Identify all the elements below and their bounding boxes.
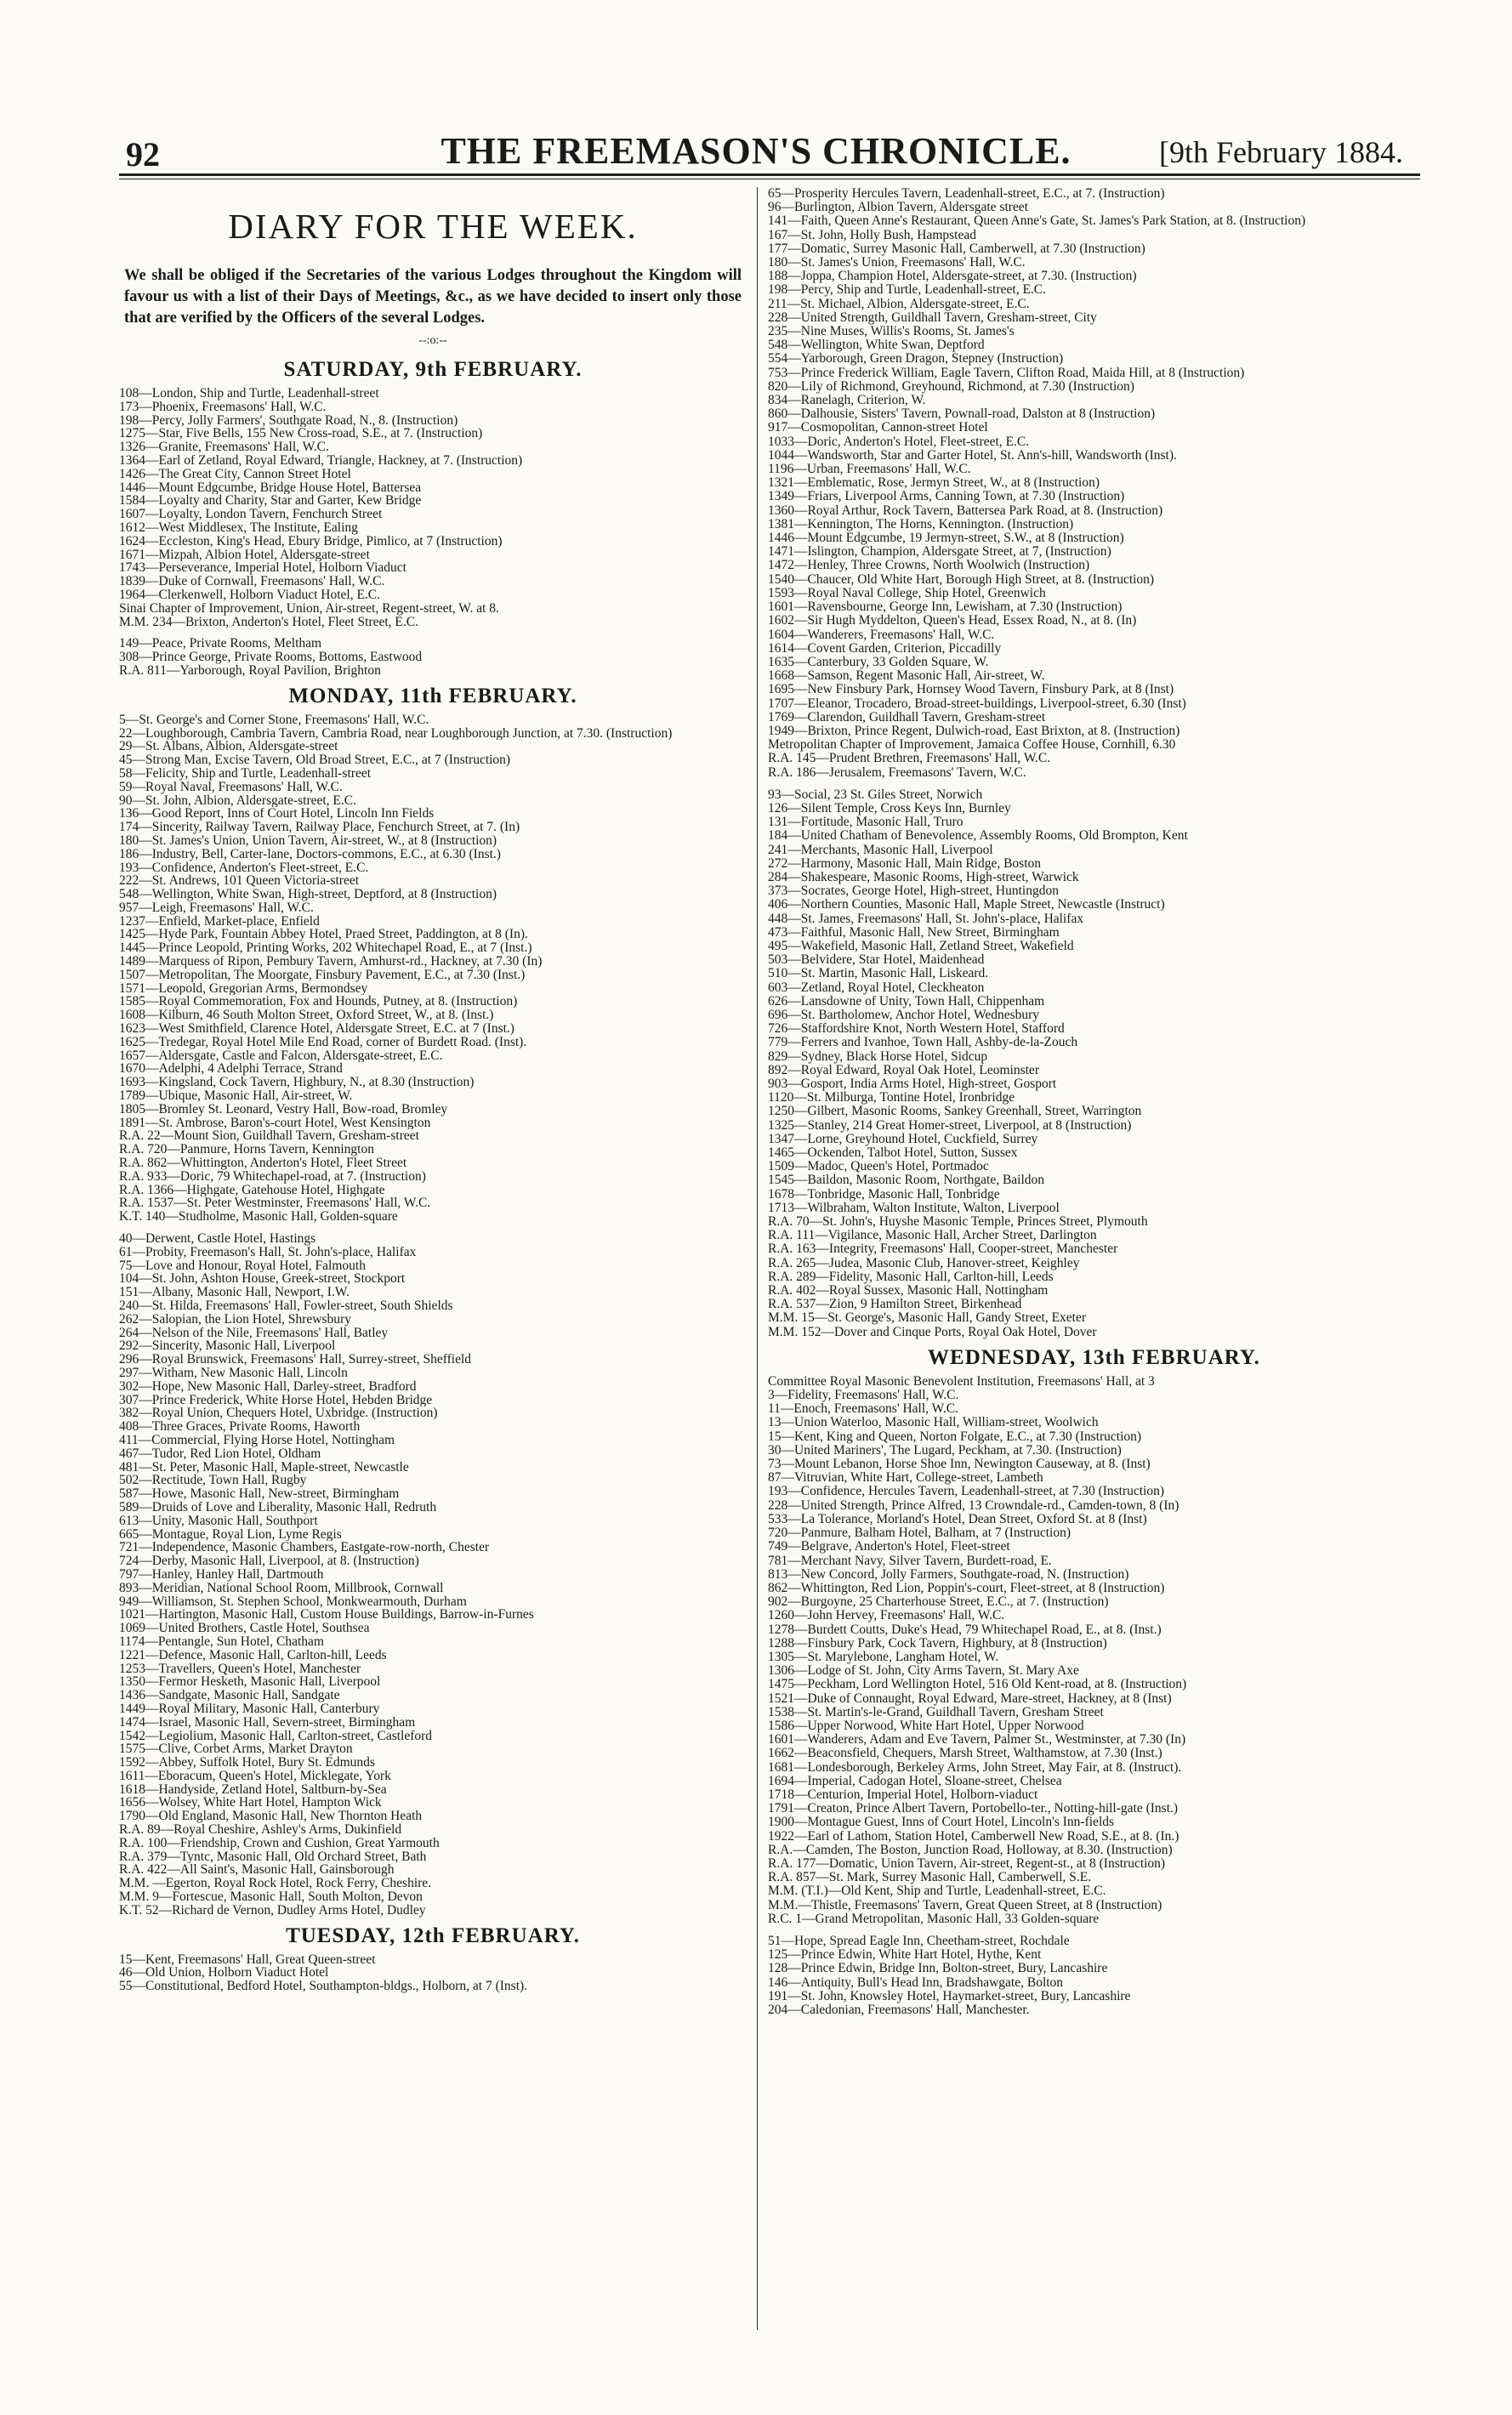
tuesday-continued-entries bbox=[768, 187, 1420, 1339]
lodge-entry: 297—Witham, New Masonic Hall, Lincoln bbox=[119, 1366, 348, 1380]
lodge-entry: 1475—Peckham, Lord Wellington Hotel, 516 Old Kent-road, at 8. (Instruction) bbox=[768, 1678, 1187, 1692]
lodge-entry: 55—Constitutional, Bedford Hotel, Southampton-bldgs., Holborn, at 7 (Inst). bbox=[119, 1980, 528, 1994]
lodge-entry: R.A. 100—Friendship, Crown and Cushion, Great Yarmouth bbox=[119, 1836, 440, 1850]
lodge-entry: R.A. 289—Fidelity, Masonic Hall, Carlton-hill, Leeds bbox=[768, 1270, 1054, 1284]
lodge-entry: 1671—Mizpah, Albion Hotel, Aldersgate-street bbox=[119, 548, 370, 562]
lodge-entry: 724—Derby, Masonic Hall, Liverpool, at 8. (Instruction) bbox=[119, 1554, 419, 1568]
lodge-entry: 1275—Star, Five Bells, 155 New Cross-road, S.E., at 7. (Instruction) bbox=[119, 427, 483, 441]
lodge-entry: 90—St. John, Albion, Aldersgate-street, E.C. bbox=[119, 793, 356, 808]
lodge-entry: 1306—Lodge of St. John, City Arms Tavern, St. Mary Axe bbox=[768, 1664, 1079, 1679]
lodge-entry: 665—Montague, Royal Lion, Lyme Regis bbox=[119, 1527, 342, 1542]
lodge-entry: 222—St. Andrews, 101 Queen Victoria-street bbox=[119, 874, 360, 889]
lodge-entry: R.A. 862—Whittington, Anderton's Hotel, Fleet Street bbox=[119, 1156, 407, 1170]
lodge-entry: 1521—Duke of Connaught, Royal Edward, Mare-street, Hackney, at 8 (Inst) bbox=[768, 1691, 1172, 1706]
lodge-entry: 1949—Brixton, Prince Regent, Dulwich-road, East Brixton, at 8. (Instruction) bbox=[768, 724, 1180, 738]
lodge-entry: 51—Hope, Spread Eagle Inn, Cheetham-street, Rochdale bbox=[768, 1934, 1070, 1948]
lodge-entry: 1425—Hyde Park, Fountain Abbey Hotel, Praed Street, Paddington, at 8 (In). bbox=[119, 928, 528, 942]
lodge-entry: 1545—Baildon, Masonic Room, Northgate, Baildon bbox=[768, 1173, 1045, 1188]
lodge-entry: 510—St. Martin, Masonic Hall, Liskeard. bbox=[768, 967, 989, 981]
lodge-entry: 146—Antiquity, Bull's Head Inn, Bradshawgate, Bolton bbox=[768, 1975, 1064, 1990]
lodge-entry: 548—Wellington, White Swan, Deptford bbox=[768, 338, 985, 353]
lodge-entry: 1571—Leopold, Gregorian Arms, Bermondsey bbox=[119, 981, 368, 996]
lodge-entry: 1678—Tonbridge, Masonic Hall, Tonbridge bbox=[768, 1187, 1000, 1202]
ornament-divider: --:o:-- bbox=[418, 334, 447, 347]
lodge-entry: 696—St. Bartholomew, Anchor Hotel, Wednesbury bbox=[768, 1008, 1040, 1022]
lodge-entry: 829—Sydney, Black Horse Hotel, Sidcup bbox=[768, 1049, 988, 1064]
lodge-entry: 1445—Prince Leopold, Printing Works, 202 Whitechapel Road, E., at 7 (Inst.) bbox=[119, 941, 532, 956]
publication-title: THE FREEMASON'S CHRONICLE. bbox=[441, 130, 1071, 172]
lodge-entry: 1602—Sir Hugh Myddelton, Queen's Head, Essex Road, N., at 8. (In) bbox=[768, 614, 1137, 628]
lodge-entry: 1601—Ravensbourne, George Inn, Lewisham, at 7.30 (Instruction) bbox=[768, 600, 1123, 615]
lodge-entry: 1381—Kennington, The Horns, Kennington. (Instruction) bbox=[768, 517, 1074, 531]
lodge-entry: 1474—Israel, Masonic Hall, Severn-street, Birmingham bbox=[119, 1715, 416, 1730]
lodge-entry: 382—Royal Union, Chequers Hotel, Uxbridge. (Instruction) bbox=[119, 1406, 438, 1421]
lodge-entry: 1575—Clive, Corbet Arms, Market Drayton bbox=[119, 1742, 353, 1757]
lodge-entry: 1608—Kilburn, 46 South Molton Street, Oxford Street, W., at 8. (Inst.) bbox=[119, 1009, 494, 1023]
lodge-entry: 495—Wakefield, Masonic Hall, Zetland Street, Wakefield bbox=[768, 939, 1074, 953]
lodge-entry: R.A. 70—St. John's, Huyshe Masonic Temple, Princes Street, Plymouth bbox=[768, 1215, 1148, 1230]
page-header bbox=[0, 0, 1512, 174]
lodge-entry: 1069—United Brothers, Castle Hotel, Southsea bbox=[119, 1622, 370, 1635]
lodge-entry: M.M. (T.I.)—Old Kent, Ship and Turtle, Leadenhall-street, E.C. bbox=[768, 1884, 1106, 1899]
day-heading-monday: MONDAY, 11th FEBRUARY. bbox=[288, 684, 577, 707]
lodge-entry: 957—Leigh, Freemasons' Hall, W.C. bbox=[119, 901, 314, 915]
day-heading-wednesday: WEDNESDAY, 13th FEBRUARY. bbox=[928, 1345, 1260, 1369]
lodge-entry: 1593—Royal Naval College, Ship Hotel, Greenwich bbox=[768, 586, 1046, 600]
lodge-entry: 603—Zetland, Royal Hotel, Cleckheaton bbox=[768, 980, 985, 995]
lodge-entry: 1278—Burdett Coutts, Duke's Head, 79 Whitechapel Road, E., at 8. (Inst.) bbox=[768, 1622, 1162, 1637]
lodge-entry: 104—St. John, Ashton House, Greek-street, Stockport bbox=[119, 1272, 406, 1287]
lodge-entry: 1288—Finsbury Park, Cock Tavern, Highbury, at 8 (Instruction) bbox=[768, 1636, 1107, 1651]
lodge-entry: 128—Prince Edwin, Bridge Inn, Bolton-street, Bury, Lancashire bbox=[768, 1962, 1108, 1976]
lodge-entry: R.A. 265—Judea, Masonic Club, Hanover-street, Keighley bbox=[768, 1256, 1080, 1270]
lodge-entry: 191—St. John, Knowsley Hotel, Haymarket-street, Bury, Lancashire bbox=[768, 1989, 1131, 2003]
lodge-entry: 949—Williamson, St. Stephen School, Monkwearmouth, Durham bbox=[119, 1594, 467, 1609]
lodge-entry: R.A. 811—Yarborough, Royal Pavilion, Brighton bbox=[119, 663, 381, 678]
lodge-entry: M.M. 9—Fortescue, Masonic Hall, South Molton, Devon bbox=[119, 1890, 423, 1904]
lodge-entry: 1891—St. Ambrose, Baron's-court Hotel, West Kensington bbox=[119, 1116, 431, 1130]
lodge-entry: R.A. 177—Domatic, Union Tavern, Air-street, Regent-st., at 8 (Instruction) bbox=[768, 1856, 1166, 1871]
lodge-entry: 720—Panmure, Balham Hotel, Balham, at 7 (Instruction) bbox=[768, 1526, 1071, 1541]
lodge-entry: 1325—Stanley, 214 Great Homer-street, Liverpool, at 8 (Instruction) bbox=[768, 1118, 1132, 1133]
lodge-entry: R.A.—Camden, The Boston, Junction Road, Holloway, at 8.30. (Instruction) bbox=[768, 1843, 1173, 1857]
lodge-entry: 1618—Handyside, Zetland Hotel, Saltburn-by-Sea bbox=[119, 1782, 387, 1797]
lodge-entry: 1542—Legiolium, Masonic Hall, Carlton-street, Castleford bbox=[119, 1729, 433, 1743]
lodge-entry: R.A. 379—Tyntc, Masonic Hall, Old Orchard Street, Bath bbox=[119, 1850, 427, 1864]
lodge-entry: 408—Three Graces, Private Rooms, Haworth bbox=[119, 1420, 361, 1434]
lodge-entry: 862—Whittington, Red Lion, Poppin's-court, Fleet-street, at 8 (Instruction) bbox=[768, 1581, 1165, 1595]
lodge-entry: 198—Percy, Ship and Turtle, Leadenhall-street, E.C. bbox=[768, 283, 1047, 298]
lodge-entry: 136—Good Report, Inns of Court Hotel, Lincoln Inn Fields bbox=[119, 807, 435, 821]
lodge-entry: R.A. 145—Prudent Brethren, Freemasons' Hall, W.C. bbox=[768, 752, 1051, 766]
header-rule bbox=[119, 173, 1420, 176]
lodge-entry: 749—Belgrave, Anderton's Hotel, Fleet-street bbox=[768, 1540, 1010, 1554]
lodge-entry: 1426—The Great City, Cannon Street Hotel bbox=[119, 467, 351, 481]
lodge-entry: 1713—Wilbraham, Walton Institute, Walton, Liverpool bbox=[768, 1201, 1060, 1215]
lodge-entry: 1614—Covent Garden, Criterion, Piccadilly bbox=[768, 641, 1002, 656]
lodge-entry: 1584—Loyalty and Charity, Star and Garter, Kew Bridge bbox=[119, 494, 422, 509]
lodge-entry: 167—St. John, Holly Bush, Hampstead bbox=[768, 228, 976, 242]
lodge-entry: 1718—Centurion, Imperial Hotel, Holborn-viaduct bbox=[768, 1787, 1038, 1802]
lodge-entry: 892—Royal Edward, Royal Oak Hotel, Leominster bbox=[768, 1063, 1039, 1077]
lodge-entry: R.A. 163—Integrity, Freemasons' Hall, Cooper-street, Manchester bbox=[768, 1242, 1118, 1257]
lodge-entry: 1612—West Middlesex, The Institute, Ealing bbox=[119, 520, 358, 535]
lodge-entry: R.A. 422—All Saint's, Masonic Hall, Gainsborough bbox=[119, 1863, 395, 1878]
lodge-entry: 1585—Royal Commemoration, Fox and Hounds, Putney, at 8. (Instruction) bbox=[119, 995, 518, 1009]
lodge-entry: 753—Prince Frederick William, Eagle Tavern, Clifton Road, Maida Hill, at 8 (Instruction) bbox=[768, 366, 1245, 380]
lodge-entry: 1624—Eccleston, King's Head, Ebury Bridge, Pimlico, at 7 (Instruction) bbox=[119, 534, 503, 548]
wednesday-entries bbox=[768, 1375, 1420, 2017]
lodge-entry: 548—Wellington, White Swan, High-street, Deptford, at 8 (Instruction) bbox=[119, 888, 497, 901]
lodge-entry: R.A. 111—Vigilance, Masonic Hall, Archer Street, Darlington bbox=[768, 1229, 1097, 1243]
lodge-entry: 96—Burlington, Albion Tavern, Aldersgate street bbox=[768, 201, 1028, 215]
lodge-entry: 481—St. Peter, Masonic Hall, Maple-street, Newcastle bbox=[119, 1460, 409, 1475]
lodge-entry: 1657—Aldersgate, Castle and Falcon, Aldersgate-street, E.C. bbox=[119, 1048, 443, 1063]
monday-entries bbox=[119, 713, 747, 1918]
lodge-entry: 781—Merchant Navy, Silver Tavern, Burdett-road, E. bbox=[768, 1554, 1052, 1568]
lodge-entry: 1635—Canterbury, 33 Golden Square, W. bbox=[768, 655, 989, 669]
lodge-entry: R.A. 933—Doric, 79 Whitechapel-road, at 7. (Instruction) bbox=[119, 1169, 426, 1184]
lodge-entry: 58—Felicity, Ship and Turtle, Leadenhall-street bbox=[119, 766, 372, 781]
lodge-entry: M.M.—Thistle, Freemasons' Tavern, Great Queen Street, at 8 (Instruction) bbox=[768, 1898, 1162, 1912]
lodge-entry: 180—St. James's Union, Union Tavern, Air-street, W., at 8 (Instruction) bbox=[119, 833, 497, 848]
lodge-entry: 11—Enoch, Freemasons' Hall, W.C. bbox=[768, 1402, 958, 1417]
lodge-entry: 1695—New Finsbury Park, Hornsey Wood Tavern, Finsbury Park, at 8 (Inst) bbox=[768, 683, 1174, 697]
lodge-entry: 860—Dalhousie, Sisters' Tavern, Pownall-road, Dalston at 8 (Instruction) bbox=[768, 407, 1156, 422]
lodge-entry: 1174—Pentangle, Sun Hotel, Chatham bbox=[119, 1634, 324, 1649]
tuesday-entries bbox=[119, 1953, 747, 1993]
lodge-entry: 296—Royal Brunswick, Freemasons' Hall, Surrey-street, Sheffield bbox=[119, 1353, 472, 1367]
lodge-entry: 1592—Abbey, Suffolk Hotel, Bury St. Edmunds bbox=[119, 1756, 375, 1770]
lodge-entry: 1839—Duke of Cornwall, Freemasons' Hall, W.C. bbox=[119, 575, 385, 588]
lodge-entry: 1364—Earl of Zetland, Royal Edward, Triangle, Hackney, at 7. (Instruction) bbox=[119, 453, 523, 468]
lodge-entry: 467—Tudor, Red Lion Hotel, Oldham bbox=[119, 1446, 321, 1461]
lodge-entry: 726—Staffordshire Knot, North Western Hotel, Stafford bbox=[768, 1022, 1065, 1037]
lodge-entry: 40—Derwent, Castle Hotel, Hastings bbox=[119, 1232, 316, 1246]
lodge-entry: R.A. 186—Jerusalem, Freemasons' Tavern, W.C. bbox=[768, 765, 1026, 780]
lodge-entry: 373—Socrates, George Hotel, High-street, Huntingdon bbox=[768, 884, 1059, 899]
lodge-entry: R.A. 1366—Highgate, Gatehouse Hotel, Highgate bbox=[119, 1183, 385, 1197]
lodge-entry: 284—Shakespeare, Masonic Rooms, High-street, Warwick bbox=[768, 870, 1079, 884]
lodge-entry: 262—Salopian, the Lion Hotel, Shrewsbury bbox=[119, 1312, 351, 1327]
lodge-entry: 1611—Eboracum, Queen's Hotel, Micklegate, York bbox=[119, 1769, 391, 1783]
lodge-entry: 820—Lily of Richmond, Greyhound, Richmond, at 7.30 (Instruction) bbox=[768, 379, 1134, 394]
lodge-entry: 93—Social, 23 St. Giles Street, Norwich bbox=[768, 787, 983, 802]
diary-title: DIARY FOR THE WEEK. bbox=[228, 207, 638, 246]
column-divider bbox=[757, 187, 758, 2330]
lodge-entry: 813—New Concord, Jolly Farmers, Southgate-road, N. (Instruction) bbox=[768, 1567, 1129, 1582]
issue-date: [9th February 1884. bbox=[1159, 135, 1403, 169]
lodge-entry: 1805—Bromley St. Leonard, Vestry Hall, Bow-road, Bromley bbox=[119, 1102, 448, 1117]
lodge-entry: 177—Domatic, Surrey Masonic Hall, Camberwell, at 7.30 (Instruction) bbox=[768, 242, 1145, 256]
lodge-entry: 1305—St. Marylebone, Langham Hotel, W. bbox=[768, 1650, 999, 1664]
lodge-entry: 1681—Londesborough, Berkeley Arms, John Street, May Fair, at 8. (Instruct). bbox=[768, 1760, 1182, 1775]
lodge-entry: K.T. 140—Studholme, Masonic Hall, Golden-square bbox=[119, 1210, 398, 1225]
lodge-entry: 186—Industry, Bell, Carter-lane, Doctors-commons, E.C., at 6.30 (Inst.) bbox=[119, 847, 501, 861]
lodge-entry: 503—Belvidere, Star Hotel, Maidenhead bbox=[768, 953, 985, 968]
lodge-entry: 61—Probity, Freemason's Hall, St. John's-place, Halifax bbox=[119, 1245, 417, 1259]
lodge-entry: 1033—Doric, Anderton's Hotel, Fleet-street, E.C. bbox=[768, 435, 1030, 449]
lodge-entry: 554—Yarborough, Green Dragon, Stepney (Instruction) bbox=[768, 352, 1064, 367]
lodge-entry: 1250—Gilbert, Masonic Rooms, Sankey Greenhall, Street, Warrington bbox=[768, 1105, 1142, 1119]
lodge-entry: 1347—Lorne, Greyhound Hotel, Cuckfield, Surrey bbox=[768, 1132, 1038, 1146]
lodge-entry: 1253—Travellers, Queen's Hotel, Manchester bbox=[119, 1662, 361, 1676]
lodge-entry: 917—Cosmopolitan, Cannon-street Hotel bbox=[768, 421, 988, 435]
lodge-entry: 184—United Chatham of Benevolence, Assembly Rooms, Old Brompton, Kent bbox=[768, 829, 1188, 844]
lodge-entry: M.M. 152—Dover and Cinque Ports, Royal Oak Hotel, Dover bbox=[768, 1325, 1097, 1339]
lodge-entry: 1623—West Smithfield, Clarence Hotel, Aldersgate Street, E.C. at 7 (Inst.) bbox=[119, 1022, 514, 1036]
day-heading-saturday: SATURDAY, 9th FEBRUARY. bbox=[283, 358, 583, 381]
lodge-entry: 502—Rectitude, Town Hall, Rugby bbox=[119, 1474, 307, 1488]
lodge-entry: 141—Faith, Queen Anne's Restaurant, Queen Anne's Gate, St. James's Park Station, at 8. (Instruction) bbox=[768, 214, 1306, 229]
lodge-entry: 1446—Mount Edgcumbe, 19 Jermyn-street, S.W., at 8 (Instruction) bbox=[768, 531, 1124, 546]
lodge-entry: 30—United Mariners', The Lugard, Peckham, at 7.30. (Instruction) bbox=[768, 1443, 1122, 1458]
lodge-entry: R.C. 1—Grand Metropolitan, Masonic Hall, 33 Golden-square bbox=[768, 1912, 1100, 1926]
lodge-entry: 533—La Tolerance, Morland's Hotel, Dean Street, Oxford St. at 8 (Inst) bbox=[768, 1512, 1147, 1526]
lodge-entry: 228—United Strength, Guildhall Tavern, Gresham-street, City bbox=[768, 310, 1097, 325]
lodge-entry: 302—Hope, New Masonic Hall, Darley-street, Bradford bbox=[119, 1379, 417, 1394]
lodge-entry: 15—Kent, Freemasons' Hall, Great Queen-street bbox=[119, 1952, 376, 1967]
lodge-entry: 292—Sincerity, Masonic Hall, Liverpool bbox=[119, 1339, 336, 1354]
lodge-entry: 1472—Henley, Three Crowns, North Woolwich (Instruction) bbox=[768, 559, 1090, 573]
lodge-entry: 75—Love and Honour, Royal Hotel, Falmouth bbox=[119, 1259, 366, 1273]
lodge-entry: 1221—Defence, Masonic Hall, Carlton-hill, Leeds bbox=[119, 1648, 387, 1662]
lodge-entry: 1196—Urban, Freemasons' Hall, W.C. bbox=[768, 463, 971, 477]
lodge-entry: 406—Northern Counties, Masonic Hall, Maple Street, Newcastle (Instruct) bbox=[768, 898, 1165, 912]
lodge-entry: 45—Strong Man, Excise Tavern, Old Broad Street, E.C., at 7 (Instruction) bbox=[119, 753, 511, 767]
lodge-entry: 1237—Enfield, Market-place, Enfield bbox=[119, 914, 320, 929]
lodge-entry: M.M. 234—Brixton, Anderton's Hotel, Fleet Street, E.C. bbox=[119, 615, 418, 629]
lodge-entry: 235—Nine Muses, Willis's Rooms, St. James's bbox=[768, 325, 1015, 339]
lodge-entry: 589—Druids of Love and Liberality, Masonic Hall, Redruth bbox=[119, 1500, 437, 1514]
lodge-entry: 1321—Emblematic, Rose, Jermyn Street, W., at 8 (Instruction) bbox=[768, 476, 1100, 491]
lodge-entry: M.M. —Egerton, Royal Rock Hotel, Rock Ferry, Cheshire. bbox=[119, 1877, 432, 1891]
lodge-entry: 1489—Marquess of Ripon, Pembury Tavern, Amhurst-rd., Hackney, at 7.30 (In) bbox=[119, 955, 543, 969]
lodge-entry: 1743—Perseverance, Imperial Hotel, Holborn Viaduct bbox=[119, 561, 406, 576]
lodge-entry: 1900—Montague Guest, Inns of Court Hotel, Lincoln's Inn-fields bbox=[768, 1816, 1115, 1830]
lodge-entry: 834—Ranelagh, Criterion, W. bbox=[768, 394, 926, 408]
lodge-entry: 1446—Mount Edgcumbe, Bridge House Hotel, Battersea bbox=[119, 480, 422, 495]
lodge-entry: 1693—Kingsland, Cock Tavern, Highbury, N., at 8.30 (Instruction) bbox=[119, 1076, 475, 1090]
lodge-entry: 1789—Ubique, Masonic Hall, Air-street, W. bbox=[119, 1089, 353, 1103]
lodge-entry: 1021—Hartington, Masonic Hall, Custom House Buildings, Barrow-in-Furnes bbox=[119, 1608, 534, 1622]
lodge-entry: 903—Gosport, India Arms Hotel, High-street, Gosport bbox=[768, 1077, 1057, 1091]
lodge-entry: 797—Hanley, Hanley Hall, Dartmouth bbox=[119, 1567, 324, 1582]
lodge-entry: 721—Independence, Masonic Chambers, Eastgate-row-north, Chester bbox=[119, 1541, 490, 1555]
lodge-entry: 15—Kent, King and Queen, Norton Folgate, E.C., at 7.30 (Instruction) bbox=[768, 1429, 1142, 1444]
lodge-entry: 411—Commercial, Flying Horse Hotel, Nottingham bbox=[119, 1433, 395, 1447]
lodge-entry: 1964—Clerkenwell, Holborn Viaduct Hotel, E.C. bbox=[119, 588, 381, 602]
lodge-entry: 3—Fidelity, Freemasons' Hall, W.C. bbox=[768, 1389, 959, 1403]
lodge-entry: Committee Royal Masonic Benevolent Institution, Freemasons' Hall, at 3 bbox=[768, 1374, 1155, 1389]
lodge-entry: 126—Silent Temple, Cross Keys Inn, Burnley bbox=[768, 801, 1011, 815]
lodge-entry: Metropolitan Chapter of Improvement, Jamaica Coffee House, Cornhill, 6.30 bbox=[768, 738, 1176, 753]
lodge-entry: 5—St. George's and Corner Stone, Freemasons' Hall, W.C. bbox=[119, 713, 429, 727]
lodge-entry: R.A. 537—Zion, 9 Hamilton Street, Birkenhead bbox=[768, 1298, 1022, 1312]
lodge-entry: 241—Merchants, Masonic Hall, Liverpool bbox=[768, 843, 993, 857]
lodge-entry: 1349—Friars, Liverpool Arms, Canning Town, at 7.30 (Instruction) bbox=[768, 490, 1125, 504]
lodge-entry: 204—Caledonian, Freemasons' Hall, Manchester. bbox=[768, 2003, 1030, 2017]
lodge-entry: 1922—Earl of Lathom, Station Hotel, Camberwell New Road, S.E., at 8. (In.) bbox=[768, 1829, 1179, 1844]
right-column bbox=[768, 187, 1420, 2330]
lodge-entry: K.T. 52—Richard de Vernon, Dudley Arms Hotel, Dudley bbox=[119, 1903, 426, 1918]
saturday-entries bbox=[119, 387, 747, 678]
lodge-entry: 125—Prince Edwin, White Hart Hotel, Hythe, Kent bbox=[768, 1948, 1042, 1963]
day-heading-tuesday: TUESDAY, 12th FEBRUARY. bbox=[286, 1923, 580, 1947]
lodge-entry: 613—Unity, Masonic Hall, Southport bbox=[119, 1514, 318, 1528]
lodge-entry: 1260—John Hervey, Freemasons' Hall, W.C. bbox=[768, 1609, 1005, 1623]
lodge-entry: 131—Fortitude, Masonic Hall, Truro bbox=[768, 815, 963, 830]
lodge-entry: 1509—Madoc, Queen's Hotel, Portmadoc bbox=[768, 1160, 989, 1174]
lodge-entry: 1791—Creaton, Prince Albert Tavern, Portobello-ter., Notting-hill-gate (Inst.) bbox=[768, 1802, 1179, 1816]
lodge-entry: 1326—Granite, Freemasons' Hall, W.C. bbox=[119, 440, 329, 454]
lodge-entry: 1350—Fermor Hesketh, Masonic Hall, Liverpool bbox=[119, 1675, 381, 1690]
page-number: 92 bbox=[126, 135, 160, 173]
lodge-entry: 308—Prince George, Private Rooms, Bottoms, Eastwood bbox=[119, 651, 423, 664]
lodge-entry: 73—Mount Lebanon, Horse Shoe Inn, Newington Causeway, at 8. (Inst) bbox=[768, 1458, 1151, 1472]
lodge-entry: 173—Phoenix, Freemasons' Hall, W.C. bbox=[119, 400, 327, 414]
lodge-entry: 29—St. Albans, Albion, Aldersgate-street bbox=[119, 740, 338, 754]
lodge-entry: 626—Lansdowne of Unity, Town Hall, Chippenham bbox=[768, 994, 1045, 1009]
lodge-entry: 1656—Wolsey, White Hart Hotel, Hampton Wick bbox=[119, 1796, 382, 1810]
lodge-entry: 893—Meridian, National School Room, Millbrook, Cornwall bbox=[119, 1581, 444, 1595]
lodge-entry: 1540—Chaucer, Old White Hart, Borough High Street, at 8. (Instruction) bbox=[768, 572, 1155, 587]
lodge-entry: 1449—Royal Military, Masonic Hall, Canterbury bbox=[119, 1702, 380, 1716]
lodge-entry: 13—Union Waterloo, Masonic Hall, William-street, Woolwich bbox=[768, 1416, 1099, 1430]
lodge-entry: R.A. 89—Royal Cheshire, Ashley's Arms, Dukinfield bbox=[119, 1823, 402, 1837]
lodge-entry: 1586—Upper Norwood, White Hart Hotel, Upper Norwood bbox=[768, 1719, 1084, 1733]
lodge-entry: 193—Confidence, Hercules Tavern, Leadenhall-street, at 7.30 (Instruction) bbox=[768, 1485, 1165, 1499]
left-column bbox=[119, 187, 747, 2330]
lodge-entry: 59—Royal Naval, Freemasons' Hall, W.C. bbox=[119, 780, 343, 794]
lodge-entry: 1044—Wandsworth, Star and Garter Hotel, St. Ann's-hill, Wandsworth (Inst). bbox=[768, 448, 1177, 463]
lodge-entry: 1360—Royal Arthur, Rock Tavern, Battersea Park Road, at 8. (Instruction) bbox=[768, 503, 1163, 518]
lodge-entry: R.A. 1537—St. Peter Westminster, Freemasons' Hall, W.C. bbox=[119, 1196, 431, 1211]
lodge-entry: 174—Sincerity, Railway Tavern, Railway Place, Fenchurch Street, at 7. (In) bbox=[119, 821, 520, 834]
lodge-entry: 22—Loughborough, Cambria Tavern, Cambria Road, near Loughborough Junction, at 7.30. (Instruction) bbox=[119, 726, 673, 741]
lodge-entry: 198—Percy, Jolly Farmers', Southgate Road, N., 8. (Instruction) bbox=[119, 413, 458, 428]
lodge-entry: 1538—St. Martin's-le-Grand, Guildhall Tavern, Gresham Street bbox=[768, 1705, 1104, 1719]
lodge-entry: 1607—Loyalty, London Tavern, Fenchurch Street bbox=[119, 508, 383, 521]
lodge-entry: 902—Burgoyne, 25 Charterhouse Street, E.C., at 7. (Instruction) bbox=[768, 1595, 1109, 1610]
lodge-entry: 240—St. Hilda, Freemasons' Hall, Fowler-street, South Shields bbox=[119, 1299, 453, 1313]
lodge-entry: 65—Prosperity Hercules Tavern, Leadenhall-street, E.C., at 7. (Instruction) bbox=[768, 187, 1165, 201]
lodge-entry: 1601—Wanderers, Adam and Eve Tavern, Palmer St., Westminster, at 7.30 (In) bbox=[768, 1733, 1186, 1747]
lodge-entry: 151—Albany, Masonic Hall, Newport, I.W. bbox=[119, 1286, 350, 1299]
lodge-entry: R.A. 22—Mount Sion, Guildhall Tavern, Gresham-street bbox=[119, 1129, 419, 1144]
lodge-entry: 1471—Islington, Champion, Aldersgate Street, at 7, (Instruction) bbox=[768, 545, 1111, 560]
lodge-entry: 1120—St. Milburga, Tontine Hotel, Ironbridge bbox=[768, 1091, 1015, 1105]
lodge-entry: Sinai Chapter of Improvement, Union, Air-street, Regent-street, W. at 8. bbox=[119, 601, 499, 616]
lodge-entry: R.A. 402—Royal Sussex, Masonic Hall, Nottingham bbox=[768, 1284, 1049, 1298]
lodge-entry: 1694—Imperial, Cadogan Hotel, Sloane-street, Chelsea bbox=[768, 1774, 1062, 1788]
lodge-entry: 779—Ferrers and Ivanhoe, Town Hall, Ashby-de-la-Zouch bbox=[768, 1036, 1078, 1050]
lodge-entry: 1790—Old England, Masonic Hall, New Thornton Heath bbox=[119, 1810, 423, 1824]
lodge-entry: 1670—Adelphi, 4 Adelphi Terrace, Strand bbox=[119, 1062, 343, 1077]
lodge-entry: 264—Nelson of the Nile, Freemasons' Hall, Batley bbox=[119, 1326, 389, 1340]
lodge-entry: M.M. 15—St. George's, Masonic Hall, Gandy Street, Exeter bbox=[768, 1311, 1087, 1326]
lodge-entry: 587—Howe, Masonic Hall, New-street, Birmingham bbox=[119, 1487, 400, 1501]
lodge-entry: 448—St. James, Freemasons' Hall, St. John's-place, Halifax bbox=[768, 912, 1084, 926]
lodge-entry: 211—St. Michael, Albion, Aldersgate-street, E.C. bbox=[768, 297, 1030, 311]
lodge-entry: 1668—Samson, Regent Masonic Hall, Air-street, W. bbox=[768, 669, 1045, 684]
lodge-entry: 46—Old Union, Holborn Viaduct Hotel bbox=[119, 1966, 329, 1980]
diary-intro: We shall be obliged if the Secretaries of the various Lodges throughout the Kingdom will favour us with a list of their Days of Meetings, &c., as we have decided to insert only those that are verified by the Officers of the several Lodges. bbox=[124, 267, 742, 327]
lodge-entry: 87—Vitruvian, White Hart, College-street, Lambeth bbox=[768, 1471, 1043, 1486]
lodge-entry: 108—London, Ship and Turtle, Leadenhall-street bbox=[119, 387, 379, 401]
lodge-entry: 1707—Eleanor, Trocadero, Broad-street-buildings, Liverpool-street, 6.30 (Inst) bbox=[768, 696, 1186, 711]
lodge-entry: 473—Faithful, Masonic Hall, New Street, Birmingham bbox=[768, 925, 1060, 940]
lodge-entry: 272—Harmony, Masonic Hall, Main Ridge, Boston bbox=[768, 856, 1042, 871]
lodge-entry: 193—Confidence, Anderton's Fleet-street, E.C. bbox=[119, 861, 369, 875]
lodge-entry: 1436—Sandgate, Masonic Hall, Sandgate bbox=[119, 1689, 340, 1702]
lodge-entry: 228—United Strength, Prince Alfred, 13 Crowndale-rd., Camden-town, 8 (In) bbox=[768, 1498, 1179, 1513]
lodge-entry: 1465—Ockenden, Talbot Hotel, Sutton, Sussex bbox=[768, 1146, 1018, 1161]
lodge-entry: R.A. 720—Panmure, Horns Tavern, Kennington bbox=[119, 1143, 374, 1157]
lodge-entry: 1625—Tredegar, Royal Hotel Mile End Road, corner of Burdett Road. (Inst). bbox=[119, 1035, 527, 1049]
lodge-entry: 307—Prince Frederick, White Horse Hotel, Hebden Bridge bbox=[119, 1393, 433, 1407]
lodge-entry: 1604—Wanderers, Freemasons' Hall, W.C. bbox=[768, 628, 995, 642]
lodge-entry: 1507—Metropolitan, The Moorgate, Finsbury Pavement, E.C., at 7.30 (Inst.) bbox=[119, 968, 526, 982]
lodge-entry: 180—St. James's Union, Freemasons' Hall, W.C. bbox=[768, 256, 1026, 270]
lodge-entry: 1769—Clarendon, Guildhall Tavern, Gresham-street bbox=[768, 710, 1046, 724]
lodge-entry: R.A. 857—St. Mark, Surrey Masonic Hall, Camberwell, S.E. bbox=[768, 1871, 1092, 1885]
lodge-entry: 1662—Beaconsfield, Chequers, Marsh Street, Walthamstow, at 7.30 (Inst.) bbox=[768, 1747, 1162, 1761]
lodge-entry: 149—Peace, Private Rooms, Meltham bbox=[119, 637, 322, 651]
lodge-entry: 188—Joppa, Champion Hotel, Aldersgate-street, at 7.30. (Instruction) bbox=[768, 270, 1137, 284]
